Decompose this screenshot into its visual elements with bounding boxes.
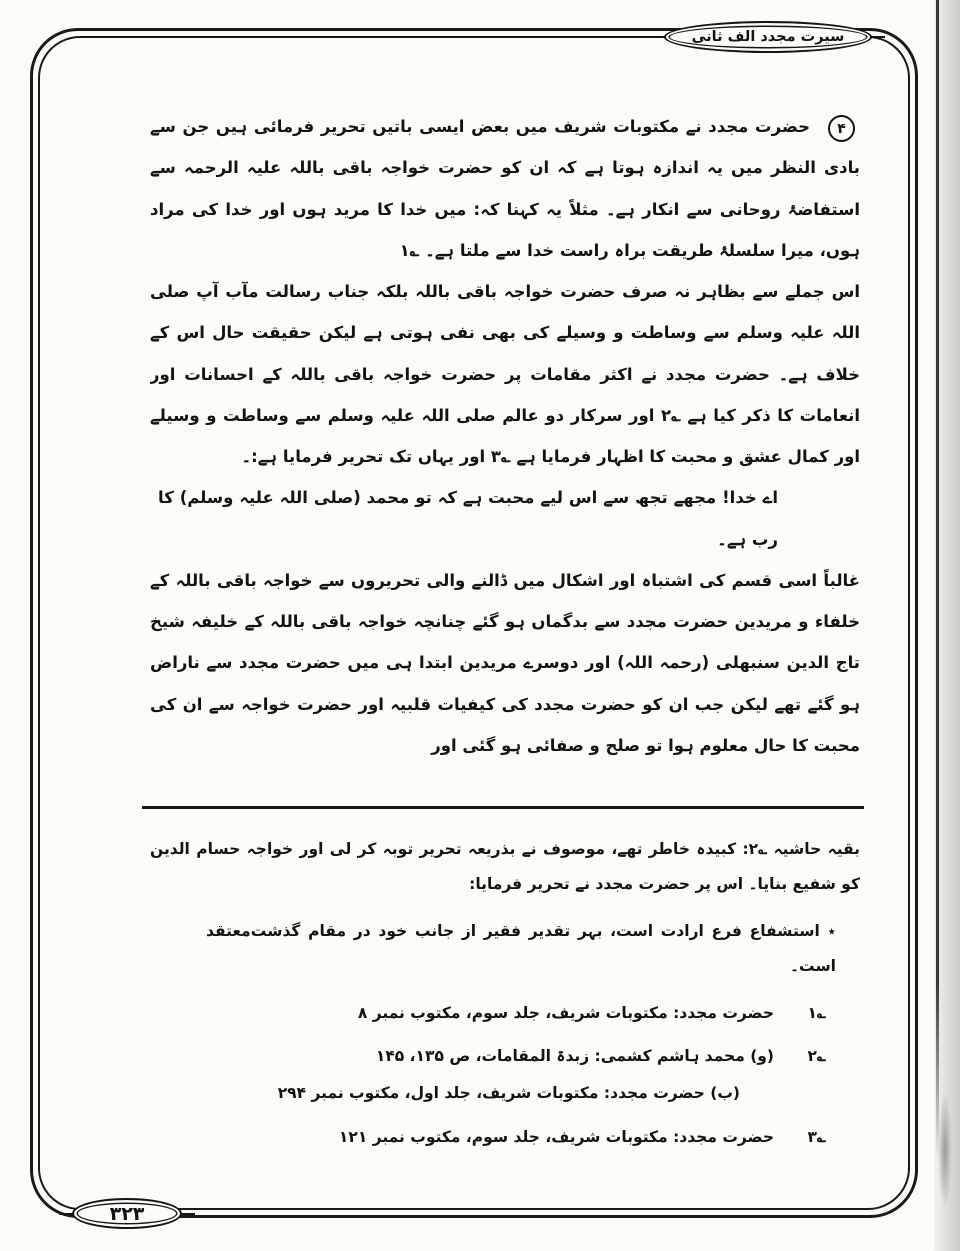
footnote-item	[150, 1039, 826, 1074]
body-paragraph-2: اس جملے سے بظاہر نہ صرف حضرت خواجہ باقی باللہ بلکہ جناب رسالت مآب آپ صلی اللہ علیہ وسلم سے وساطت و وسیلے کی بھی نفی ہوتی ہے لیکن حقیقت حال اس کے خلاف ہے۔ حضرت مجدد نے اکثر مقامات پر حضرت خواجہ باقی باللہ کے احسانات اور انعامات کا ذکر کیا ہے ؎۲ اور سرکار دو عالم صلی اللہ علیہ وسلم سے وساطت و وسیلے اور کمال عشق و محبت کا اظہار فرمایا ہے ؎۳ اور یہاں تک تحریر فرمایا ہے:۔	[150, 282, 860, 466]
page-number-cartouche	[72, 1198, 182, 1229]
footnote-text: (و) محمد ہاشم کشمی: زبدۃ المقامات، ص ۱۳۵، ۱۴۵	[375, 1047, 774, 1066]
persian-quote-row	[150, 914, 860, 984]
footnote-marker: ؎۱	[807, 1003, 826, 1022]
body-paragraph-1-text: حضرت مجدد نے مکتوبات شریف میں بعض ایسی باتیں تحریر فرمائی ہیں جن سے بادی النظر میں یہ اندازہ ہوتا ہے کہ ان کو حضرت خواجہ باقی باللہ علیہ الرحمہ سے استفاضۂ روحانی سے انکار ہے۔ مثلاً یہ کہنا کہ: میں خدا کا مرید ہوں اور خدا کی مراد ہوں، میرا سلسلۂ طریقت براہ راست خدا سے ملتا ہے۔ ؎۱	[150, 117, 860, 260]
footnote-marker: ؎۳	[807, 1128, 826, 1147]
scan-edge-line	[936, 0, 939, 1160]
body-paragraph-1	[150, 106, 860, 271]
scan-smudge-artifact	[938, 1090, 952, 1210]
footnote-area	[150, 832, 860, 1184]
footnote-text: حضرت مجدد: مکتوبات شریف، جلد سوم، مکتوب نمبر ۱۲۱	[338, 1128, 774, 1147]
footnote-separator-rule	[142, 806, 864, 809]
persian-quote: ٭ استشفاع فرع ارادت است، بہر تقدیر فقیر از جانب خود در مقام گذشت است۔	[250, 921, 836, 975]
body-text-area	[150, 106, 860, 802]
body-paragraph-3: غالباً اسی قسم کی اشتباہ اور اشکال میں ڈالنے والی تحریروں سے خواجہ باقی باللہ کے خلفاء و مریدین حضرت مجدد سے بدگماں ہو گئے چنانچہ خواجہ باقی باللہ کے خلیفہ شیخ تاج الدین سنبھلی (رحمہ اللہ) اور دوسرے مریدین ابتدا ہی میں حضرت مجدد سے ناراض ہو گئے تھے لیکن جب ان کو حضرت مجدد کی کیفیات قلبیہ اور حضرت خواجہ سے ان کی محبت کا حال معلوم ہوا تو صلح و صفائی ہو گئی اور	[150, 570, 860, 755]
page-number: ۳۲۳	[109, 1202, 145, 1225]
header-title-cartouche	[664, 21, 872, 53]
footnote-text: حضرت مجدد: مکتوبات شریف، جلد سوم، مکتوب نمبر ۸	[357, 1003, 774, 1022]
footnote-item	[150, 996, 826, 1031]
book-title: سیرت مجدد الف ثانی	[691, 29, 845, 45]
paragraph-number-badge: ۴	[828, 115, 855, 142]
footnote-item	[150, 1120, 826, 1155]
footnote-marker: ؎۲	[807, 1047, 826, 1066]
footnote-continuation: بقیہ حاشیہ ؎۲: کبیدہ خاطر تھے، موصوف نے بذریعہ تحریر توبہ کر لی اور خواجہ حسام الدین کو شفیع بنایا۔ اس پر حضرت مجدد نے تحریر فرمایا:	[150, 840, 860, 893]
quote-paragraph: اے خدا! مجھے تجھ سے اس لیے محبت ہے کہ تو محمد (صلی اللہ علیہ وسلم) کا رب ہے۔	[158, 488, 778, 549]
persian-quote-side-note: معتقد	[206, 921, 251, 940]
footnote-list	[150, 996, 860, 1156]
footnote-subitem: (ب) حضرت مجدد: مکتوبات شریف، جلد اول، مکتوب نمبر ۲۹۴	[277, 1084, 740, 1103]
